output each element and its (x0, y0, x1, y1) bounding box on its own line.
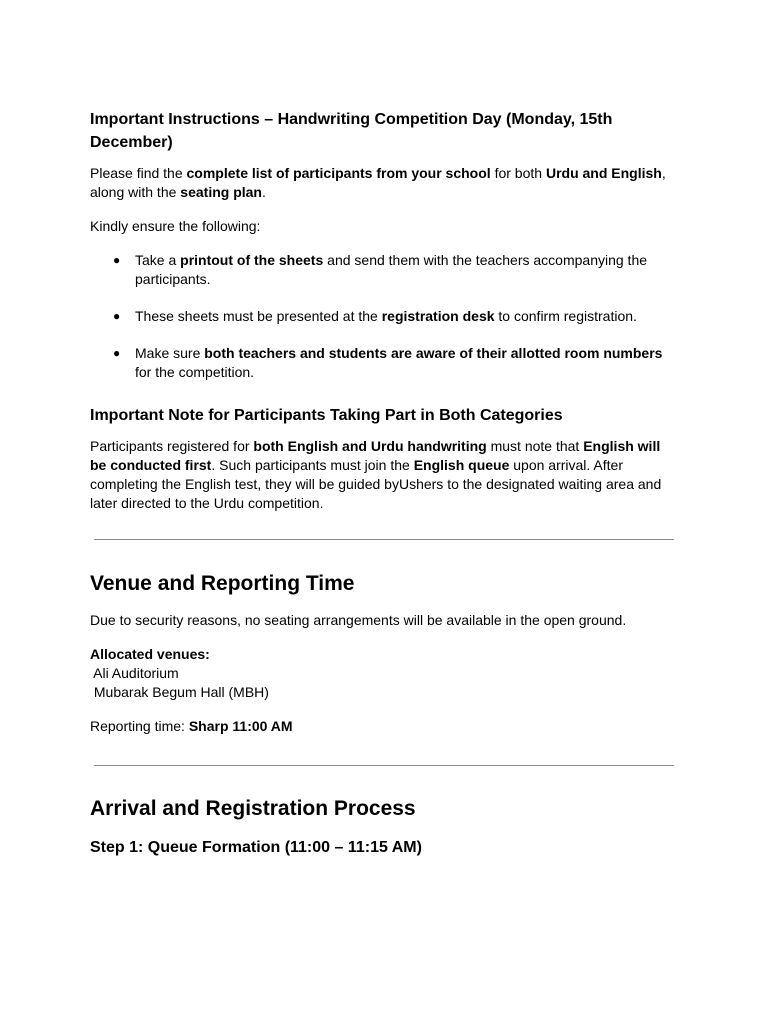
text-run: for both (490, 165, 546, 181)
text-run: Participants registered for (90, 438, 254, 454)
bullet-icon: ● (113, 309, 121, 323)
bold-run: seating plan (180, 184, 262, 200)
text-run: upon arrival. After completing the English test, they will be guided byUshers to the designated waiting area and later directed to the Urdu competition. (90, 457, 662, 511)
document-content (90, 108, 678, 859)
text-run: . (261, 184, 266, 200)
venue-item: Mubarak Begum Hall (MBH) (90, 684, 269, 700)
participants-paragraph (90, 164, 678, 202)
security-text: Due to security reasons, no seating arrangements will be available in the open ground. (90, 612, 627, 628)
section-divider (94, 765, 674, 766)
text-run: for the competition. (135, 364, 255, 380)
reporting-time (90, 717, 678, 736)
text-run: . Such participants must join the (211, 457, 414, 473)
allocated-venues (90, 645, 678, 702)
bold-run: registration desk (381, 308, 495, 324)
step1-heading: Step 1: Queue Formation (11:00 – 11:15 AM) (90, 839, 422, 856)
instructions-list (90, 251, 678, 382)
reporting-label: Reporting time: (90, 718, 189, 734)
section-divider (94, 539, 674, 540)
bold-run: English will be conducted first (90, 438, 661, 473)
bold-run: English queue (413, 457, 510, 473)
venue-heading: Venue and Reporting Time (90, 572, 355, 595)
both-categories-paragraph (90, 437, 678, 513)
text-run: Please find the (90, 165, 187, 181)
kindly-ensure-text: Kindly ensure the following: (90, 218, 261, 234)
list-item (113, 344, 678, 382)
list-item (113, 307, 678, 326)
bold-run: both teachers and students are aware of their allotted room numbers (204, 345, 663, 361)
bullet-icon: ● (113, 253, 121, 267)
bold-run: Urdu and English (545, 165, 662, 181)
bold-run: both English and Urdu handwriting (253, 438, 487, 454)
bold-run: printout of the sheets (180, 252, 324, 268)
bullet-icon: ● (113, 346, 121, 360)
text-run: must note that (486, 438, 584, 454)
text-run: , along with the (90, 165, 666, 200)
text-run: to confirm registration. (494, 308, 637, 324)
reporting-value: Sharp 11:00 AM (188, 718, 293, 734)
list-item (113, 251, 678, 289)
venue-item: Ali Auditorium (90, 665, 179, 681)
allocated-venues-label: Allocated venues: (90, 646, 210, 662)
instructions-heading: Important Instructions – Handwriting Competition Day (Monday, 15th December) (90, 111, 613, 151)
text-run: and send them with the teachers accompanying the participants. (135, 252, 648, 287)
both-categories-heading: Important Note for Participants Taking Part in Both Categories (90, 407, 563, 424)
text-run: Take a (135, 252, 181, 268)
arrival-heading: Arrival and Registration Process (90, 797, 416, 820)
text-run: These sheets must be presented at the (135, 308, 382, 324)
bold-run: complete list of participants from your school (186, 165, 491, 181)
text-run: Make sure (135, 345, 205, 361)
